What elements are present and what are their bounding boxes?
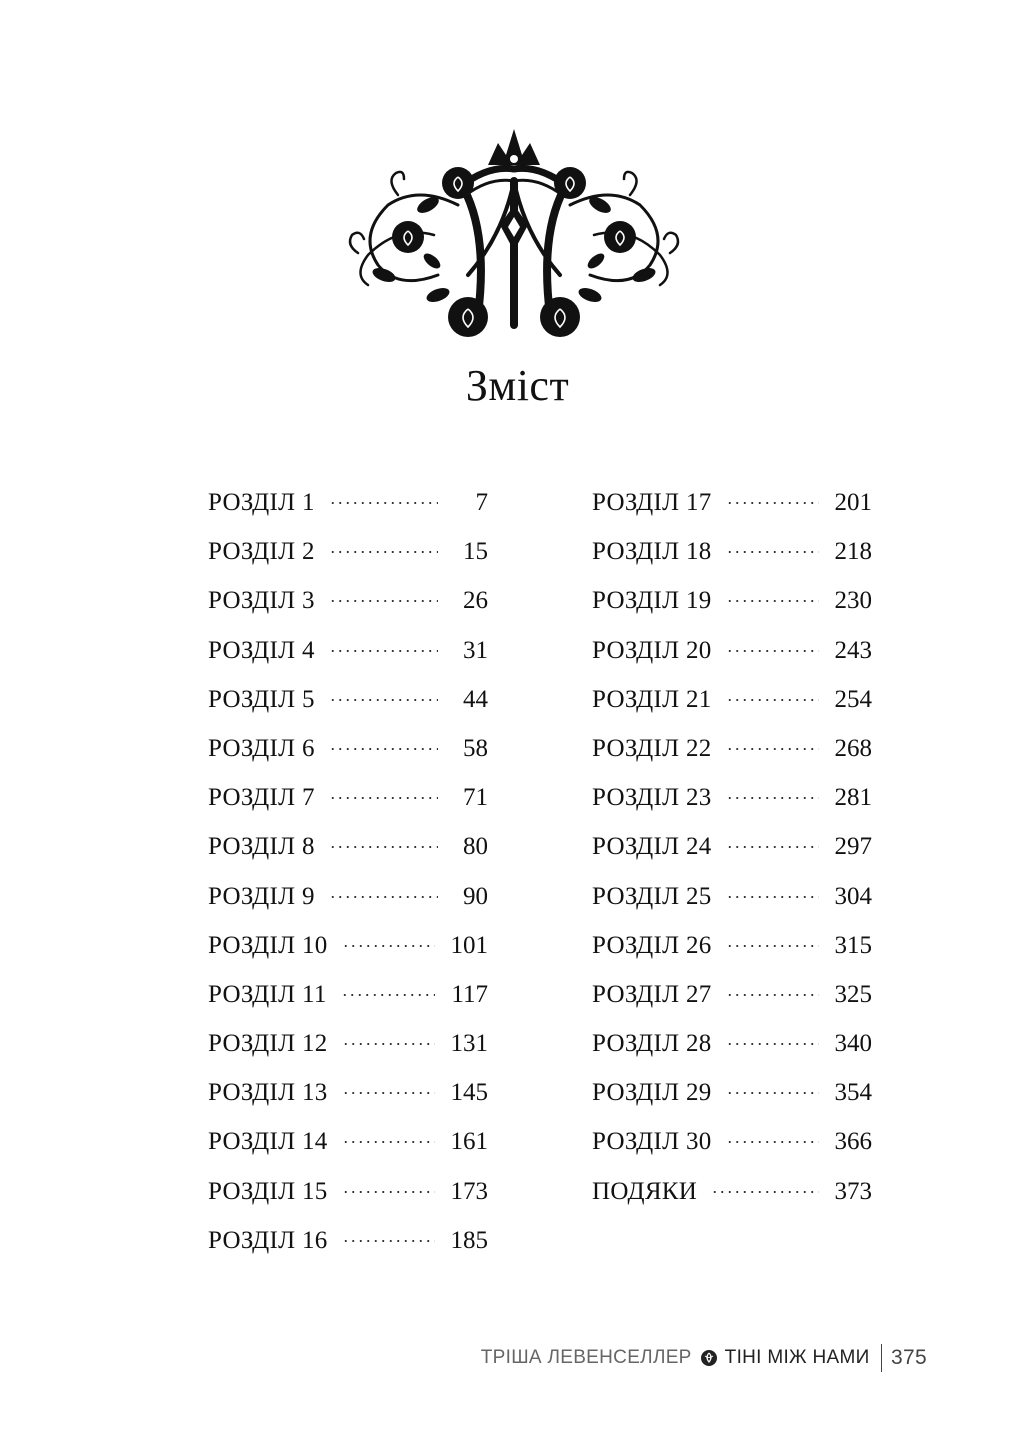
toc-entry-page: 15 [463, 538, 488, 566]
toc-entry-page: 201 [834, 489, 872, 516]
toc-entry-page: 297 [834, 833, 872, 861]
toc-entry-page: 44 [463, 685, 488, 713]
dot-leader [726, 945, 819, 947]
toc-entry-page: 101 [450, 931, 488, 959]
toc-entry [208, 489, 488, 538]
toc-entry-label: РОЗДІЛ 28 [592, 1030, 712, 1058]
toc-entry-page: 254 [834, 685, 872, 713]
toc-entry [208, 932, 488, 981]
toc-entry [592, 1128, 872, 1177]
dot-leader [726, 896, 819, 898]
toc-entry-label: РОЗДІЛ 17 [592, 489, 712, 516]
toc-entry-page: 161 [450, 1128, 488, 1156]
toc-entry-page: 230 [834, 587, 872, 615]
toc-entry-page: 354 [834, 1079, 872, 1107]
toc-entry [592, 538, 872, 587]
toc-entry [208, 883, 488, 932]
dot-leader [329, 699, 438, 701]
toc-entry-page: 7 [475, 489, 488, 516]
toc-entry [208, 637, 488, 686]
dot-leader [329, 846, 438, 848]
footer-author: ТРІША ЛЕВЕНСЕЛЛЕР [480, 1347, 692, 1368]
dot-leader [726, 699, 819, 701]
dot-leader [726, 846, 819, 848]
toc-entry-label: РОЗДІЛ 29 [592, 1079, 712, 1107]
toc-entry-page: 304 [834, 882, 872, 910]
toc-entry-label: РОЗДІЛ 8 [208, 833, 315, 861]
toc-entry [592, 637, 872, 686]
toc-entry-label: РОЗДІЛ 7 [208, 784, 315, 812]
toc-entry-page: 340 [834, 1030, 872, 1058]
toc-entry-page: 71 [463, 784, 488, 812]
page-title: Зміст [465, 361, 570, 410]
dot-leader [329, 650, 438, 652]
toc-entry-page: 185 [450, 1226, 488, 1254]
toc-entry-page: 366 [834, 1128, 872, 1156]
toc-entry-label: РОЗДІЛ 1 [208, 489, 315, 516]
toc-entry [592, 833, 872, 882]
toc-entry-label: РОЗДІЛ 3 [208, 587, 315, 615]
footer-divider [881, 1344, 883, 1372]
toc-entry-label: РОЗДІЛ 6 [208, 734, 315, 762]
toc-entry [208, 1128, 488, 1177]
toc-entry [208, 1227, 488, 1276]
toc-entry-label: РОЗДІЛ 23 [592, 784, 712, 812]
toc-entry [592, 1178, 872, 1227]
toc-entry-label: РОЗДІЛ 10 [208, 931, 328, 959]
toc-entry-label: РОЗДІЛ 11 [208, 980, 327, 1008]
toc-entry-label: РОЗДІЛ 30 [592, 1128, 712, 1156]
toc-entry-page: 131 [450, 1030, 488, 1058]
dot-leader [342, 1092, 435, 1094]
toc-entry-page: 90 [463, 882, 488, 910]
dot-leader [726, 600, 819, 602]
toc-entry-page: 268 [834, 734, 872, 762]
toc-entry [592, 1079, 872, 1128]
dot-leader [329, 797, 438, 799]
dot-leader [342, 945, 435, 947]
dot-leader [726, 1043, 819, 1045]
toc-entry-label: РОЗДІЛ 14 [208, 1128, 328, 1156]
dot-leader [711, 1191, 818, 1193]
rose-icon [699, 1348, 719, 1368]
toc-entry-label: РОЗДІЛ 15 [208, 1177, 328, 1205]
toc-entry-label: РОЗДІЛ 20 [592, 636, 712, 664]
toc-entry-page: 173 [450, 1177, 488, 1205]
toc-entry-label: РОЗДІЛ 26 [592, 931, 712, 959]
toc-entry-label: РОЗДІЛ 13 [208, 1079, 328, 1107]
dot-leader [342, 1043, 435, 1045]
dot-leader [342, 1240, 435, 1242]
toc-entry-label: РОЗДІЛ 12 [208, 1030, 328, 1058]
toc-column-right [592, 489, 872, 1227]
toc-entry [592, 981, 872, 1030]
toc-entry-label: РОЗДІЛ 25 [592, 882, 712, 910]
dot-leader [726, 748, 819, 750]
toc-entry-page: 315 [834, 931, 872, 959]
toc-entry-label: РОЗДІЛ 24 [592, 833, 712, 861]
toc-entry [208, 784, 488, 833]
dot-leader [726, 551, 819, 553]
dot-leader [329, 600, 438, 602]
toc-entry-page: 26 [463, 587, 488, 615]
toc-entry [208, 686, 488, 735]
toc-entry [592, 932, 872, 981]
dot-leader [329, 502, 438, 504]
toc-entry-label: РОЗДІЛ 22 [592, 734, 712, 762]
dot-leader [341, 994, 436, 996]
toc-entry-label: РОЗДІЛ 18 [592, 538, 712, 566]
rose-crown-ornament [338, 125, 690, 347]
toc-entry-label: РОЗДІЛ 19 [592, 587, 712, 615]
toc-entry [208, 1079, 488, 1128]
toc-entry [208, 587, 488, 636]
toc-entry-page: 117 [451, 980, 488, 1008]
dot-leader [342, 1191, 435, 1193]
toc-entry-label: РОЗДІЛ 4 [208, 636, 315, 664]
toc-entry-page: 373 [834, 1177, 872, 1205]
toc-entry-page: 58 [463, 734, 488, 762]
toc-entry-page: 281 [834, 784, 872, 812]
dot-leader [726, 1092, 819, 1094]
toc-entry-label: РОЗДІЛ 21 [592, 685, 712, 713]
running-footer [481, 1344, 927, 1372]
dot-leader [726, 994, 819, 996]
toc-entry-label: ПОДЯКИ [592, 1177, 698, 1205]
toc-entry [592, 489, 872, 538]
toc-entry [592, 1030, 872, 1079]
dot-leader [342, 1141, 435, 1143]
dot-leader [329, 551, 438, 553]
toc-entry-label: РОЗДІЛ 16 [208, 1226, 328, 1254]
toc-entry [208, 1178, 488, 1227]
toc-entry-label: РОЗДІЛ 27 [592, 980, 712, 1008]
dot-leader [726, 1141, 819, 1143]
toc-entry-page: 325 [834, 980, 872, 1008]
toc-entry [208, 833, 488, 882]
dot-leader [726, 502, 819, 504]
toc-entry [592, 587, 872, 636]
toc-entry [592, 735, 872, 784]
toc-entry [592, 883, 872, 932]
toc-entry [208, 538, 488, 587]
dot-leader [726, 797, 819, 799]
dot-leader [329, 896, 438, 898]
toc-entry-page: 31 [463, 636, 488, 664]
toc-entry-label: РОЗДІЛ 2 [208, 538, 315, 566]
toc-entry [592, 686, 872, 735]
dot-leader [329, 748, 438, 750]
toc-entry-label: РОЗДІЛ 9 [208, 882, 315, 910]
toc-entry-page: 218 [834, 538, 872, 566]
toc-entry [208, 981, 488, 1030]
footer-book-title: ТІНІ МІЖ НАМИ [724, 1347, 870, 1368]
toc-entry [208, 1030, 488, 1079]
toc-entry [208, 735, 488, 784]
toc-entry-label: РОЗДІЛ 5 [208, 685, 315, 713]
toc-entry-page: 243 [834, 636, 872, 664]
toc-entry [592, 784, 872, 833]
toc-column-left [208, 489, 488, 1276]
toc-entry-page: 145 [450, 1079, 488, 1107]
toc-entry-page: 80 [463, 833, 488, 861]
page-number: 375 [891, 1346, 927, 1369]
dot-leader [726, 650, 819, 652]
